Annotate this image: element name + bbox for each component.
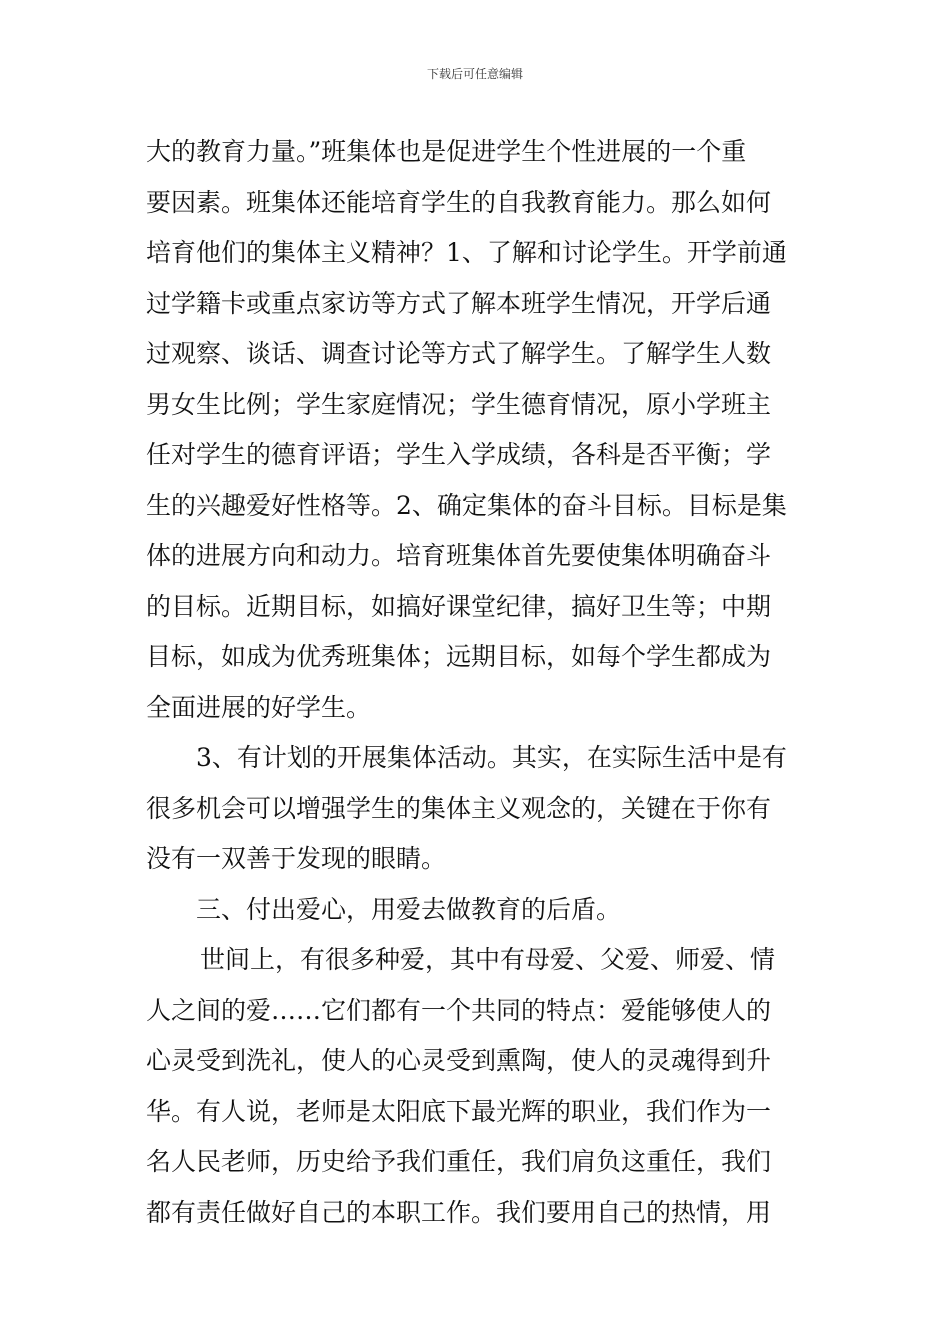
text-line: 生的兴趣爱好性格等。2、确定集体的奋斗目标。目标是集 [146, 490, 787, 520]
text-line: 要因素。班集体还能培育学生的自我教育能力。那么如何 [146, 187, 772, 217]
text-line: 体的进展方向和动力。培育班集体首先要使集体明确奋斗 [146, 541, 772, 570]
text-line: 名人民老师，历史给予我们重任，我们肩负这重任，我们 [146, 1147, 772, 1176]
text-line: 男女生比例；学生家庭情况；学生德育情况，原小学班主 [146, 389, 772, 419]
text-line: 目标，如成为优秀班集体；远期目标，如每个学生都成为 [146, 642, 772, 671]
text-line: 任对学生的德育评语；学生入学成绩，各科是否平衡；学 [146, 440, 772, 469]
document-body [146, 127, 810, 1238]
paragraph-start-line: 世间上，有很多种爱，其中有母爱、父爱、师爱、情 [200, 945, 776, 974]
text-line: 心灵受到洗礼，使人的心灵受到熏陶，使人的灵魂得到升 [146, 1046, 772, 1075]
text-line: 很多机会可以增强学生的集体主义观念的，关键在于你有 [146, 793, 772, 823]
text-line: 都有责任做好自己的本职工作。我们要用自己的热情，用 [146, 1197, 772, 1227]
page-header: 下载后可任意编辑 [426, 67, 523, 81]
text-line: 全面进展的好学生。 [146, 692, 372, 722]
text-line: 过学籍卡或重点家访等方式了解本班学生情况，开学后通 [146, 288, 772, 318]
text-line: 过观察、谈话、调查讨论等方式了解学生。了解学生人数 [146, 339, 772, 368]
text-line: 没有一双善于发现的眼睛。 [146, 844, 447, 873]
text-line: 的目标。近期目标，如搞好课堂纪律，搞好卫生等；中期 [146, 591, 772, 621]
text-line: 华。有人说，老师是太阳底下最光辉的职业，我们作为一 [146, 1096, 772, 1126]
text-line: 人之间的爱……它们都有一个共同的特点：爱能够使人的 [146, 995, 772, 1025]
paragraph-start-line: 3、有计划的开展集体活动。其实，在实际生活中是有 [196, 743, 787, 772]
text-line: 大的教育力量。”班集体也是促进学生个性进展的一个重 [146, 137, 747, 166]
section-heading: 三、付出爱心，用爱去做教育的后盾。 [196, 894, 622, 924]
text-line: 培育他们的集体主义精神？1、了解和讨论学生。开学前通 [146, 238, 787, 267]
